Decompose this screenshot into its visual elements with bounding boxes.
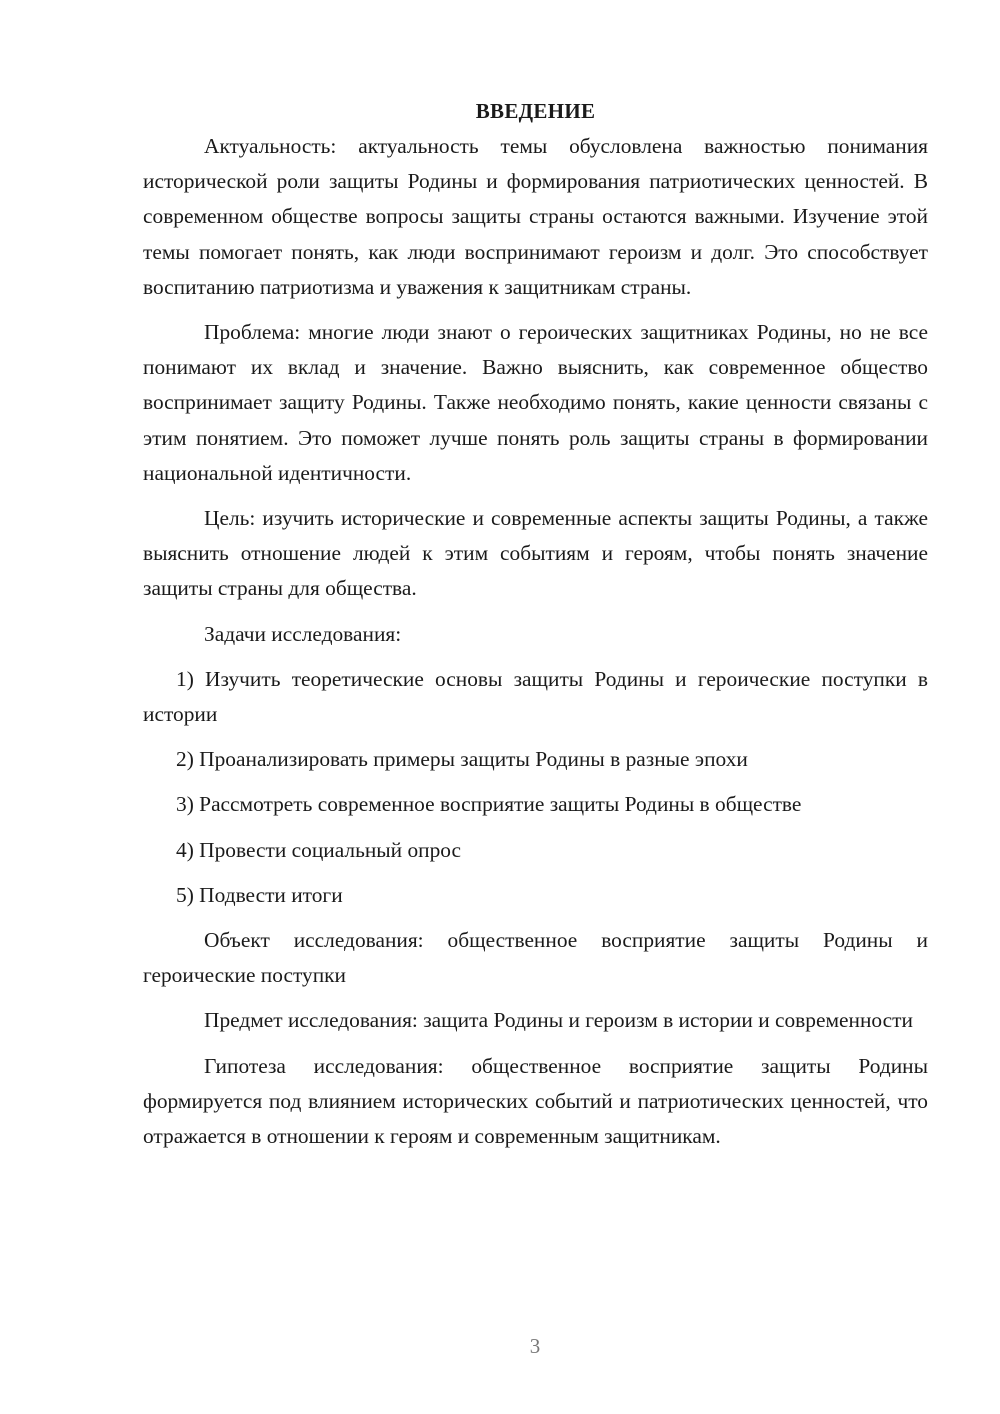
paragraph-hypothesis: Гипотеза исследования: общественное восприятие защиты Родины формируется под влиянием исторических событий и патриотических ценностей, что отражается в отношении к героям и современным защитникам.: [143, 1053, 928, 1149]
page-content: [143, 94, 928, 1154]
section-title: ВВЕДЕНИЕ: [475, 99, 596, 123]
tasks-heading: Задачи исследования:: [204, 621, 402, 646]
task-item: 2) Проанализировать примеры защиты Родины в разные эпохи: [176, 747, 748, 772]
task-item: 3) Рассмотреть современное восприятие защиты Родины в обществе: [176, 792, 802, 817]
paragraph-goal: Цель: изучить исторические и современные аспекты защиты Родины, а также выяснить отношение людей к этим событиям и героям, чтобы понять значение защиты страны для общества.: [143, 506, 928, 601]
tasks-list: [143, 662, 928, 913]
task-item: 5) Подвести итоги: [176, 882, 343, 907]
paragraph-object: Объект исследования: общественное восприятие защиты Родины и героические поступки: [143, 928, 928, 988]
task-item: 4) Провести социальный опрос: [176, 837, 462, 862]
paragraph-problem: Проблема: многие люди знают о героических защитниках Родины, но не все понимают их вклад и значение. Важно выяснить, как современное общество воспринимает защиту Родины. Также необходимо понять, какие ценности связаны с этим понятием. Это поможет лучше понять роль защиты страны в формировании национальной идентичности.: [143, 320, 928, 485]
task-item: 1) Изучить теоретические основы защиты Родины и героические поступки в истории: [143, 666, 928, 727]
paragraph-subject: Предмет исследования: защита Родины и героизм в истории и современности: [204, 1008, 913, 1033]
paragraph-relevance: Актуальность: актуальность темы обусловлена важностью понимания исторической роли защиты Родины и формирования патриотических ценностей. В современном обществе вопросы защиты страны остаются важными. Изучение этой темы помогает понять, как люди воспринимают героизм и долг. Это способствует воспитанию патриотизма и уважения к защитникам страны.: [143, 134, 928, 299]
page-number: 3: [529, 1334, 541, 1358]
